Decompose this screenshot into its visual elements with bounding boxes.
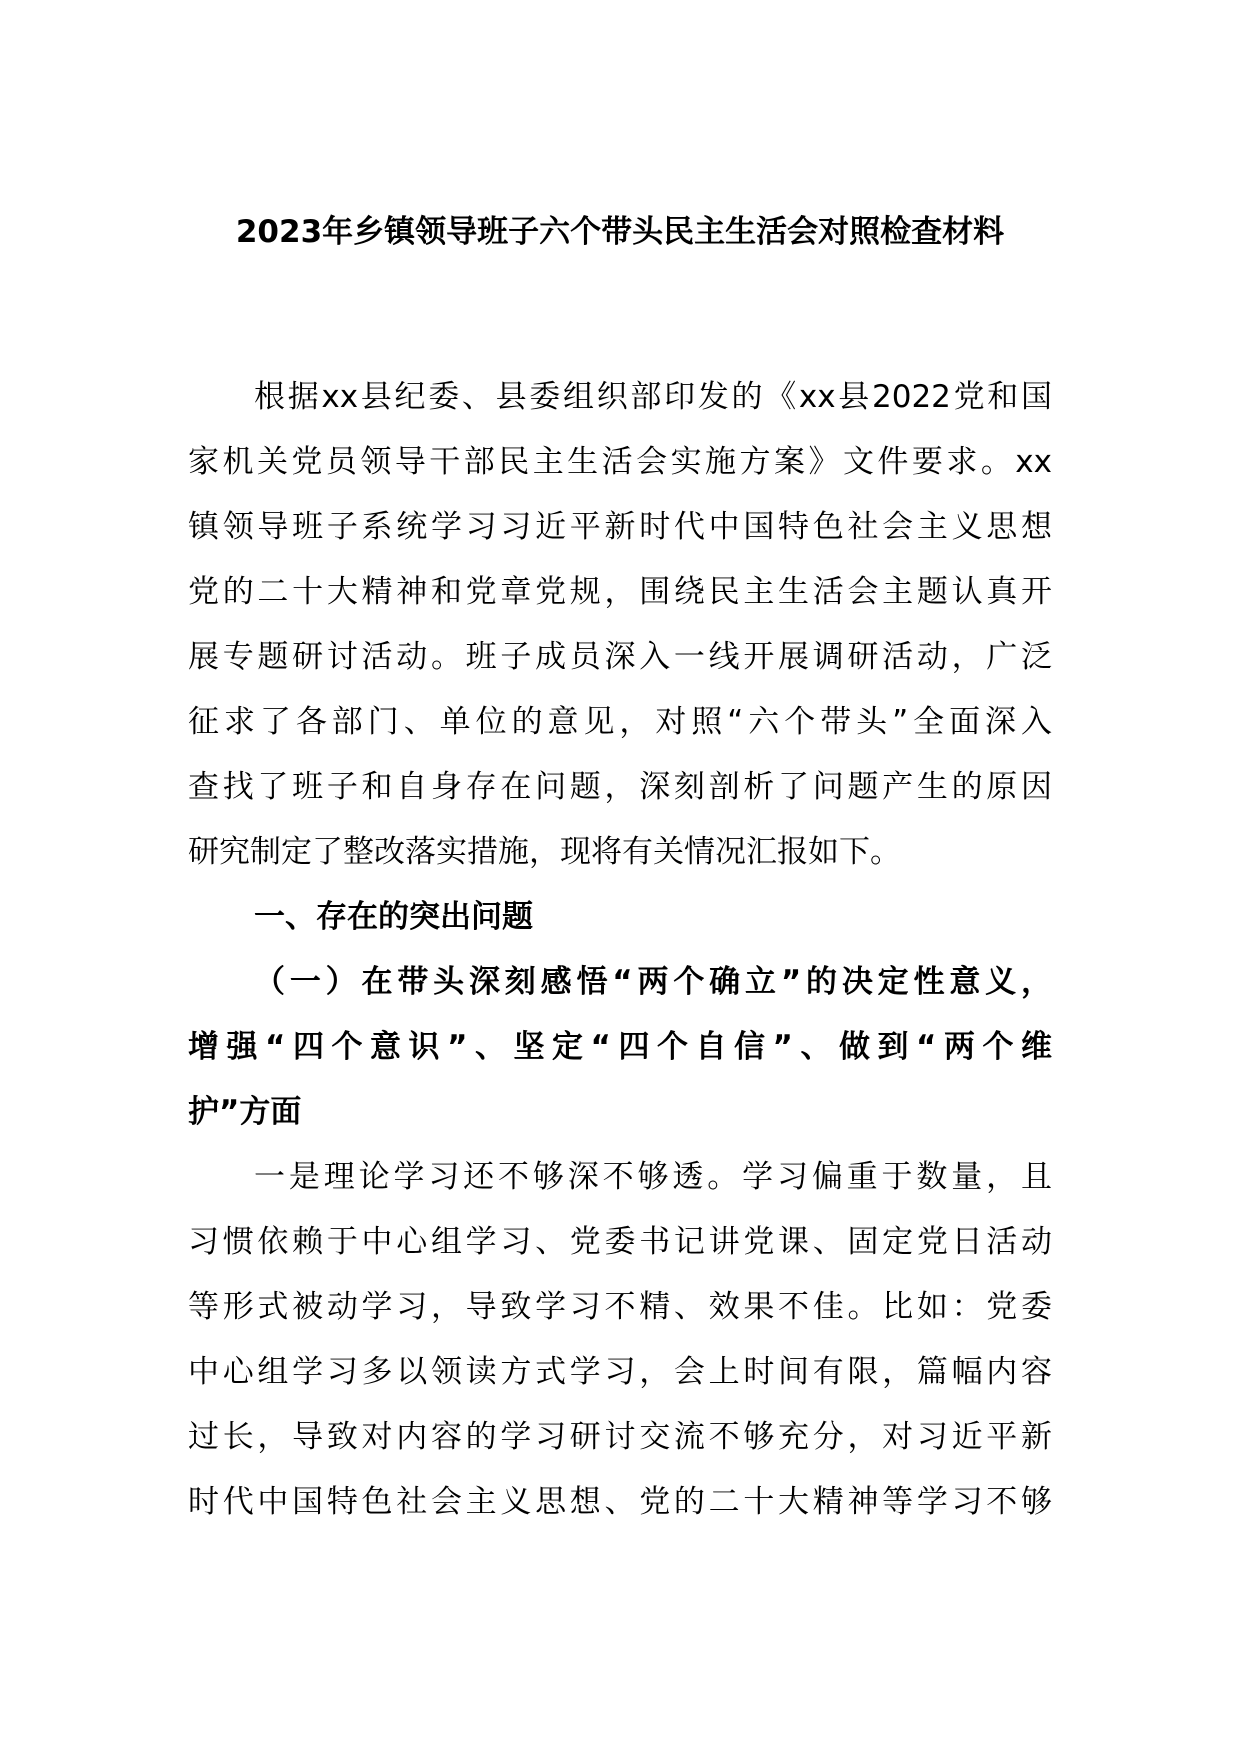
document-title: 2023年乡镇领导班子六个带头民主生活会对照检查材料 xyxy=(235,214,1005,250)
paragraph-line: 家机关党员领导干部民主生活会实施方案》文件要求。xx xyxy=(188,444,1052,480)
paragraph-line: 查找了班子和自身存在问题，深刻剖析了问题产生的原因 xyxy=(188,769,1052,805)
document-body xyxy=(188,365,1052,1535)
heading-line: 增强“四个意识”、坚定“四个自信”、做到“两个维 xyxy=(188,1029,1052,1065)
paragraph-line: 过长，导致对内容的学习研讨交流不够充分，对习近平新 xyxy=(188,1419,1052,1455)
paragraph-line: 根据xx县纪委、县委组织部印发的《xx县2022党和国 xyxy=(254,379,1052,415)
paragraph-line: 征求了各部门、单位的意见，对照“六个带头”全面深入 xyxy=(188,704,1052,740)
paragraph-line: 等形式被动学习，导致学习不精、效果不佳。比如：党委 xyxy=(188,1289,1052,1325)
paragraph-line: 时代中国特色社会主义思想、党的二十大精神等学习不够 xyxy=(188,1484,1052,1520)
paragraph-line: 展专题研讨活动。班子成员深入一线开展调研活动，广泛 xyxy=(188,639,1052,675)
heading-line: 一、存在的突出问题 xyxy=(254,899,533,935)
paragraph-line: 中心组学习多以领读方式学习，会上时间有限，篇幅内容 xyxy=(188,1354,1052,1390)
heading-line: （一）在带头深刻感悟“两个确立”的决定性意义， xyxy=(254,964,1052,1000)
paragraph-line: 镇领导班子系统学习习近平新时代中国特色社会主义思想 xyxy=(188,509,1052,545)
paragraph-line: 一是理论学习还不够深不够透。学习偏重于数量，且 xyxy=(254,1159,1052,1195)
paragraph-line: 研究制定了整改落实措施，现将有关情况汇报如下。 xyxy=(188,834,901,870)
paragraph-line: 党的二十大精神和党章党规，围绕民主生活会主题认真开 xyxy=(188,574,1052,610)
heading-line: 护”方面 xyxy=(188,1094,302,1130)
paragraph-line: 习惯依赖于中心组学习、党委书记讲党课、固定党日活动 xyxy=(188,1224,1052,1260)
